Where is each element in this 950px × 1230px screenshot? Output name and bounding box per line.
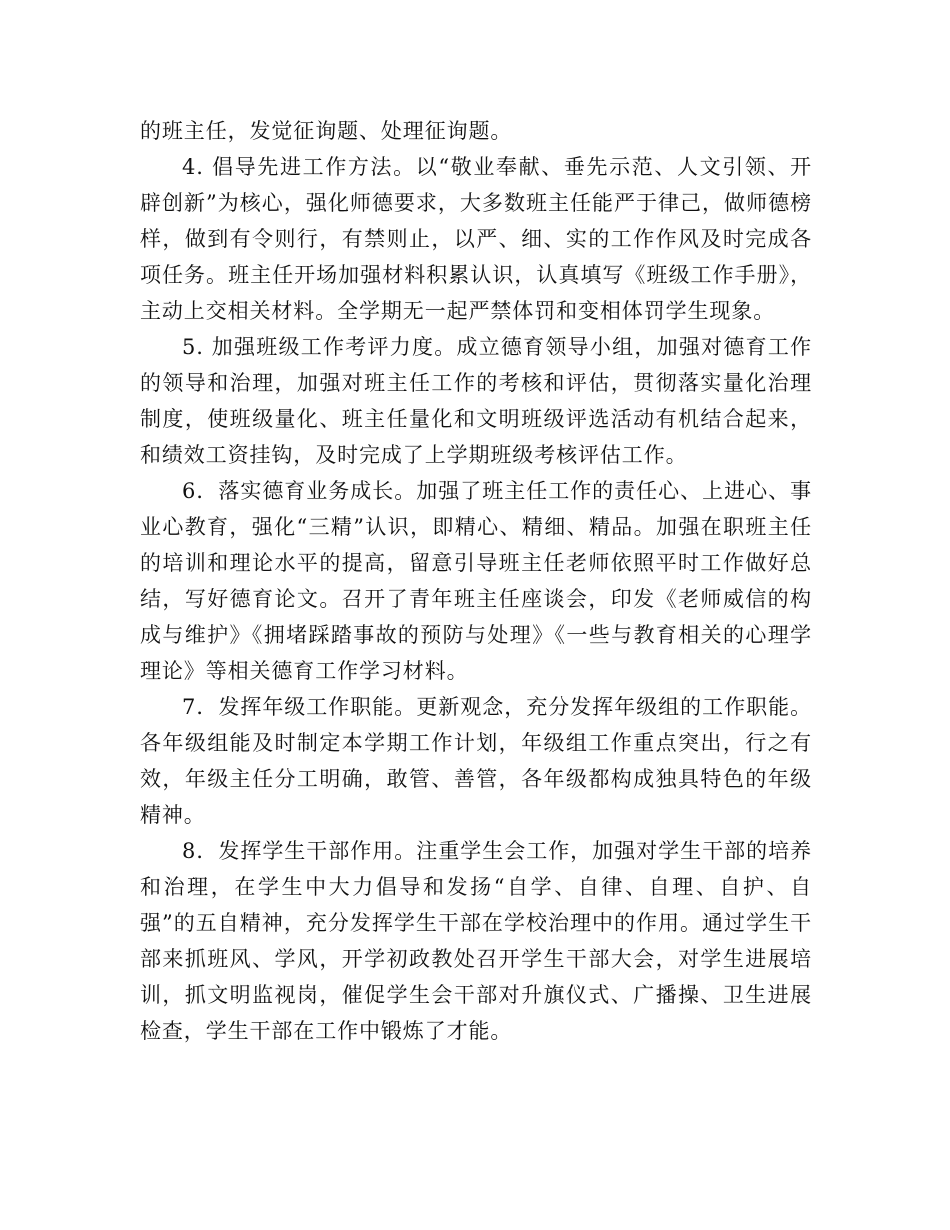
paragraph-item-8: 8．发挥学生干部作用。注重学生会工作，加强对学生干部的培养和治理，在学生中大力倡导和发扬“自学、自律、自理、自护、自强”的五自精神，充分发挥学生干部在学校治理中的作用。通过学生干部来抓班风、学风，开学初政教处召开学生干部大会，对学生进展培训，抓文明监视岗，催促学生会干部对升旗仪式、广播操、卫生进展检查，学生干部在工作中锻炼了才能。 (140, 839, 812, 1043)
document-body (140, 113, 812, 1049)
paragraph-item-6: 6．落实德育业务成长。加强了班主任工作的责任心、上进心、事业心教育，强化“三精”认识，即精心、精细、精品。加强在职班主任的培训和理论水平的提高，留意引导班主任老师依照平时工作做好总结，写好德育论文。召开了青年班主任座谈会，印发《老师威信的构成与维护》《拥堵踩踏事故的预防与处理》《一些与教育相关的心理学理论》等相关德育工作学习材料。 (140, 479, 812, 683)
paragraph-item-5: 5. 加强班级工作考评力度。成立德育领导小组，加强对德育工作的领导和治理，加强对班主任工作的考核和评估，贯彻落实量化治理制度，使班级量化、班主任量化和文明班级评选活动有机结合起来，和绩效工资挂钩，及时完成了上学期班级考核评估工作。 (140, 335, 812, 467)
paragraph-continuation: 的班主任，发觉征询题、处理征询题。 (140, 119, 513, 143)
paragraph-item-7: 7．发挥年级工作职能。更新观念，充分发挥年级组的工作职能。各年级组能及时制定本学期工作计划，年级组工作重点突出，行之有效，年级主任分工明确，敢管、善管，各年级都构成独具特色的年级精神。 (140, 695, 812, 827)
paragraph-item-4: 4. 倡导先进工作方法。以“敬业奉献、垂先示范、人文引领、开辟创新”为核心，强化师德要求，大多数班主任能严于律己，做师德榜样，做到有令则行，有禁则止，以严、细、实的工作作风及时完成各项任务。班主任开场加强材料积累认识，认真填写《班级工作手册》，主动上交相关材料。全学期无一起严禁体罚和变相体罚学生现象。 (140, 155, 812, 323)
